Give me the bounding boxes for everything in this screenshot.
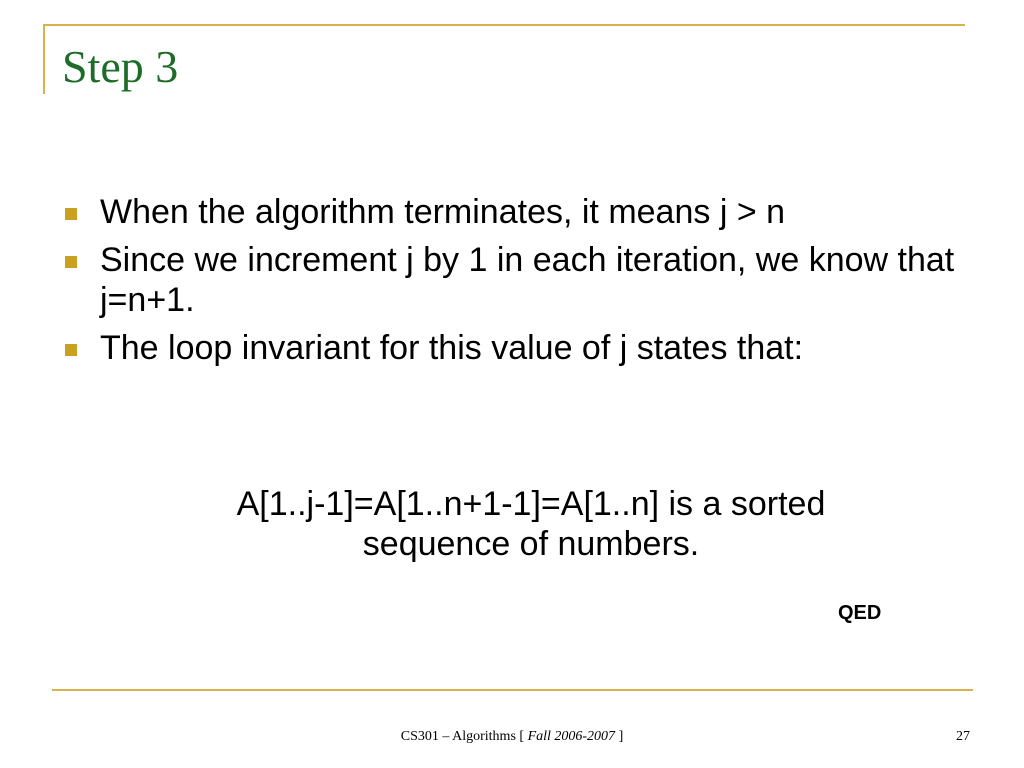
- footer-course-name: CS301 – Algorithms [: [400, 729, 525, 744]
- equation-block: [0, 484, 1024, 564]
- qed-label: QED: [838, 602, 882, 624]
- bullet-item: [65, 328, 955, 368]
- footer-course: [0, 729, 1024, 744]
- footer-rule: [52, 689, 973, 691]
- slide-title: Step 3: [62, 41, 179, 92]
- bullet-text: Since we increment j by 1 in each iteration, we know that j=n+1.: [100, 241, 955, 319]
- footer-close-bracket: ]: [618, 729, 624, 744]
- square-bullet-icon: [65, 256, 77, 268]
- header-side-rule: [43, 24, 45, 94]
- square-bullet-icon: [65, 208, 77, 220]
- bullet-text: When the algorithm terminates, it means j > n: [100, 193, 786, 231]
- bullet-item: [65, 240, 955, 320]
- equation-line: A[1..j-1]=A[1..n+1-1]=A[1..n] is a sorted: [236, 485, 826, 523]
- square-bullet-icon: [65, 344, 77, 356]
- bullet-text: The loop invariant for this value of j states that:: [100, 329, 804, 367]
- header-rule: [43, 24, 965, 26]
- equation-line: sequence of numbers.: [362, 525, 700, 563]
- bullet-list: [65, 192, 955, 376]
- page-number: 27: [956, 729, 970, 744]
- footer-term: Fall 2006-2007: [527, 729, 616, 744]
- bullet-item: [65, 192, 955, 232]
